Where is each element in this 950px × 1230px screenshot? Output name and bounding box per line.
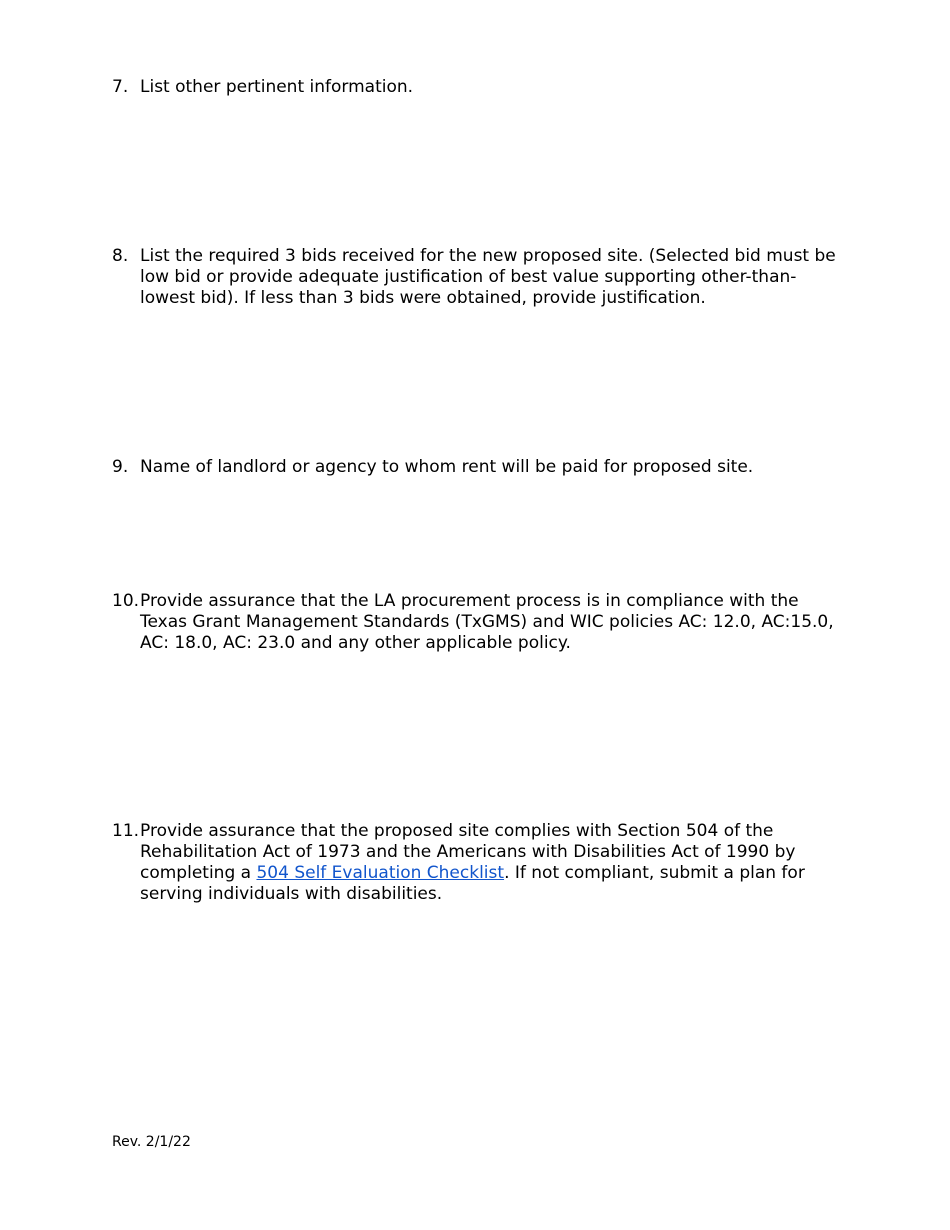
question-9 xyxy=(112,457,842,478)
question-text-after-link: . If not compliant, submit a plan for serving individuals with disabilities. xyxy=(140,863,805,904)
question-text: List the required 3 bids received for the new proposed site. (Selected bid must be low bid or provide adequate justification of best value supporting other-than-lowest bid). If less than 3 bids were obtained, provide justification. xyxy=(140,246,836,308)
question-text xyxy=(140,821,842,905)
question-text: List other pertinent information. xyxy=(140,77,414,97)
question-text-before-link: Provide assurance that the proposed site complies with Section 504 of the Rehabilitation Act of 1973 and the Americans with Disabilities Act of 1990 by completing a xyxy=(140,821,796,883)
question-7 xyxy=(112,77,842,98)
question-number: 10. xyxy=(112,591,140,611)
question-11 xyxy=(112,821,842,905)
question-text: Provide assurance that the LA procurement process is in compliance with the Texas Grant Management Standards (TxGMS) and WIC policies AC: 12.0, AC:15.0, AC: 18.0, AC: 23.0 and any other applicable policy. xyxy=(140,591,834,653)
question-number: 9. xyxy=(112,457,129,477)
question-text: Name of landlord or agency to whom rent will be paid for proposed site. xyxy=(140,457,754,477)
revision-date: Rev. 2/1/22 xyxy=(112,1134,191,1150)
question-8 xyxy=(112,246,842,309)
self-evaluation-checklist-link[interactable]: 504 Self Evaluation Checklist xyxy=(256,863,505,883)
question-number: 8. xyxy=(112,246,129,266)
question-10 xyxy=(112,591,842,654)
question-number: 11. xyxy=(112,821,140,841)
question-number: 7. xyxy=(112,77,129,97)
